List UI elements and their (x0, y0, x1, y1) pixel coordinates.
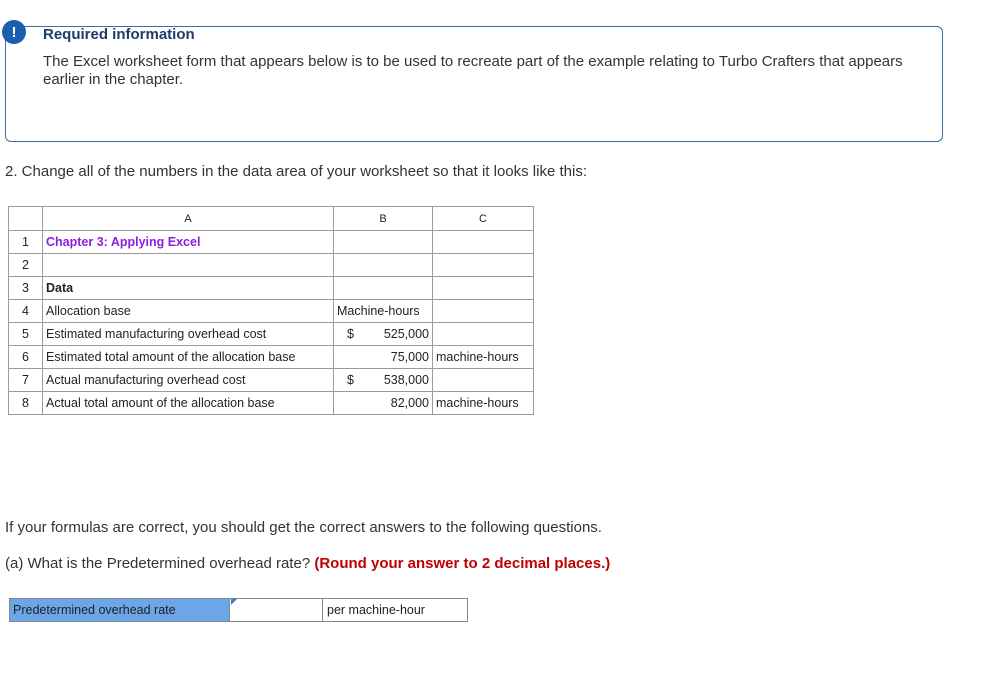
cell-a8: Actual total amount of the allocation base (43, 392, 334, 415)
cell-b3 (334, 277, 433, 300)
overhead-rate-input[interactable] (230, 598, 323, 622)
input-corner-marker (231, 599, 237, 605)
info-title: Required information (43, 26, 195, 43)
cell-a2 (43, 254, 334, 277)
cell-a7: Actual manufacturing overhead cost (43, 369, 334, 392)
cell-b4: Machine-hours (334, 300, 433, 323)
row-number: 4 (9, 300, 43, 323)
cell-b1 (334, 231, 433, 254)
cell-c1 (433, 231, 534, 254)
row-number: 6 (9, 346, 43, 369)
cell-a6: Estimated total amount of the allocation base (43, 346, 334, 369)
cell-value: 538,000 (383, 373, 429, 387)
row-number: 7 (9, 369, 43, 392)
question-2: 2. Change all of the numbers in the data area of your worksheet so that it looks like this: (5, 163, 587, 180)
column-header-b: B (334, 207, 433, 231)
table-row (9, 277, 534, 300)
table-row (9, 369, 534, 392)
spreadsheet (8, 206, 534, 415)
row-number: 1 (9, 231, 43, 254)
cell-b6: 75,000 (334, 346, 433, 369)
question-a (5, 555, 610, 572)
instructions-text: If your formulas are correct, you should get the correct answers to the following questions. (5, 519, 602, 536)
cell-c7 (433, 369, 534, 392)
cell-a4: Allocation base (43, 300, 334, 323)
cell-c3 (433, 277, 534, 300)
cell-c5 (433, 323, 534, 346)
currency-symbol: $ (347, 373, 354, 387)
table-row (9, 231, 534, 254)
row-number: 3 (9, 277, 43, 300)
column-header-row (9, 207, 534, 231)
row-number: 2 (9, 254, 43, 277)
table-row (9, 346, 534, 369)
question-a-text: (a) What is the Predetermined overhead rate? (5, 555, 311, 572)
exclamation-icon: ! (2, 20, 26, 44)
currency-symbol: $ (347, 327, 354, 341)
cell-b7 (334, 369, 433, 392)
column-header-c: C (433, 207, 534, 231)
table-row (9, 392, 534, 415)
cell-c8: machine-hours (433, 392, 534, 415)
cell-b8: 82,000 (334, 392, 433, 415)
cell-c2 (433, 254, 534, 277)
rounding-hint: (Round your answer to 2 decimal places.) (314, 555, 611, 572)
cell-a3: Data (43, 277, 334, 300)
cell-c4 (433, 300, 534, 323)
table-row (9, 300, 534, 323)
info-text: The Excel worksheet form that appears below is to be used to recreate part of the example relating to Turbo Crafters that appears earlier in the chapter. (43, 53, 903, 88)
cell-b5 (334, 323, 433, 346)
cell-value: 525,000 (383, 327, 429, 341)
table-row (9, 323, 534, 346)
cell-b2 (334, 254, 433, 277)
corner-cell (9, 207, 43, 231)
answer-row (9, 598, 468, 622)
cell-a1: Chapter 3: Applying Excel (43, 231, 334, 254)
table-row (9, 254, 534, 277)
cell-a5: Estimated manufacturing overhead cost (43, 323, 334, 346)
answer-label: Predetermined overhead rate (9, 598, 230, 622)
row-number: 5 (9, 323, 43, 346)
cell-c6: machine-hours (433, 346, 534, 369)
answer-unit: per machine-hour (323, 598, 468, 622)
row-number: 8 (9, 392, 43, 415)
column-header-a: A (43, 207, 334, 231)
